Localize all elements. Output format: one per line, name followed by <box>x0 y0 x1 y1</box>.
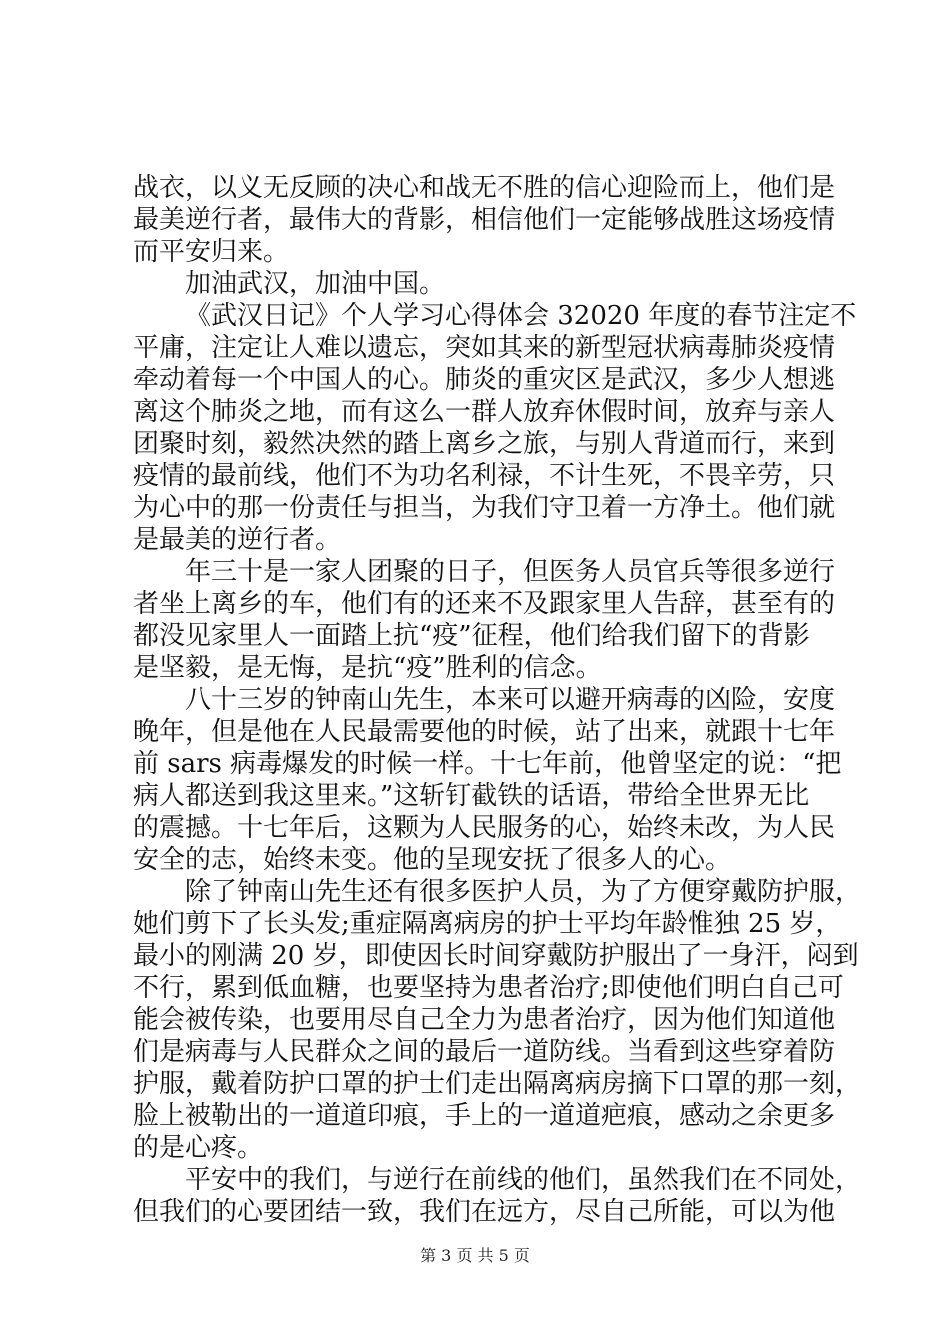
text-line: 八十三岁的钟南山先生，本来可以避开病毒的凶险，安度 <box>185 685 836 715</box>
text-line: 为心中的那一份责任与担当，为我们守卫着一方净土。他们就 <box>133 493 836 523</box>
text-line: 是最美的逆行者。 <box>133 525 342 555</box>
page-number-label: 第 3 页 共 5 页 <box>420 1246 530 1265</box>
text-line: 战衣，以义无反顾的决心和战无不胜的信心迎险而上，他们是 <box>133 173 836 203</box>
text-line: 除了钟南山先生还有很多医护人员，为了方便穿戴防护服， <box>185 877 862 907</box>
text-line: 脸上被勒出的一道道印痕，手上的一道道疤痕，感动之余更多 <box>133 1101 836 1131</box>
text-line: 《武汉日记》个人学习心得体会 32020 年度的春节注定不 <box>185 301 857 331</box>
text-line: 能会被传染，也要用尽自己全力为患者治疗，因为他们知道他 <box>133 1005 836 1035</box>
text-line: 的震撼。十七年后，这颗为人民服务的心，始终未改，为人民 <box>133 813 836 843</box>
text-line: 疫情的最前线，他们不为功名利禄，不计生死，不畏辛劳，只 <box>133 461 836 491</box>
text-line: 者坐上离乡的车，他们有的还来不及跟家里人告辞，甚至有的 <box>133 589 836 619</box>
text-line: 最小的刚满 20 岁，即使因长时间穿戴防护服出了一身汗，闷到 <box>133 941 859 971</box>
text-line: 牵动着每一个中国人的心。肺炎的重灾区是武汉，多少人想逃 <box>133 365 836 395</box>
page-footer <box>0 1243 950 1266</box>
text-line: 安全的志，始终未变。他的呈现安抚了很多人的心。 <box>133 845 732 875</box>
text-line: 们是病毒与人民群众之间的最后一道防线。当看到这些穿着防 <box>133 1037 836 1067</box>
text-line: 的是心疼。 <box>133 1133 264 1163</box>
document-body <box>133 172 862 1228</box>
text-line: 离这个肺炎之地，而有这么一群人放弃休假时间，放弃与亲人 <box>133 397 836 427</box>
text-line: 团聚时刻，毅然决然的踏上离乡之旅，与别人背道而行，来到 <box>133 429 836 459</box>
text-line: 平安中的我们，与逆行在前线的他们，虽然我们在不同处， <box>185 1165 862 1195</box>
text-line: 病人都送到我这里来。”这斩钉截铁的话语，带给全世界无比 <box>133 781 810 811</box>
text-line: 而平安归来。 <box>133 237 290 267</box>
text-line: 但我们的心要团结一致，我们在远方，尽自己所能，可以为他 <box>133 1197 836 1227</box>
text-line: 平庸，注定让人难以遗忘，突如其来的新型冠状病毒肺炎疫情 <box>133 333 836 363</box>
text-line: 年三十是一家人团聚的日子，但医务人员官兵等很多逆行 <box>185 557 836 587</box>
text-line: 前 sars 病毒爆发的时候一样。十七年前，他曾坚定的说：“把 <box>133 749 842 779</box>
text-line: 晚年，但是他在人民最需要他的时候，站了出来，就跟十七年 <box>133 717 836 747</box>
text-line: 都没见家里人一面踏上抗“疫”征程，他们给我们留下的背影 <box>133 621 810 651</box>
text-line: 她们剪下了长头发;重症隔离病房的护士平均年龄惟独 25 岁， <box>133 909 842 939</box>
text-line: 是坚毅，是无悔，是抗“疫”胜利的信念。 <box>133 653 602 683</box>
text-line: 护服，戴着防护口罩的护士们走出隔离病房摘下口罩的那一刻， <box>133 1069 862 1099</box>
text-line: 不行，累到低血糖，也要坚持为患者治疗;即使他们明白自己可 <box>133 973 844 1003</box>
text-line: 最美逆行者，最伟大的背影，相信他们一定能够战胜这场疫情 <box>133 205 836 235</box>
text-line: 加油武汉，加油中国。 <box>185 269 446 299</box>
